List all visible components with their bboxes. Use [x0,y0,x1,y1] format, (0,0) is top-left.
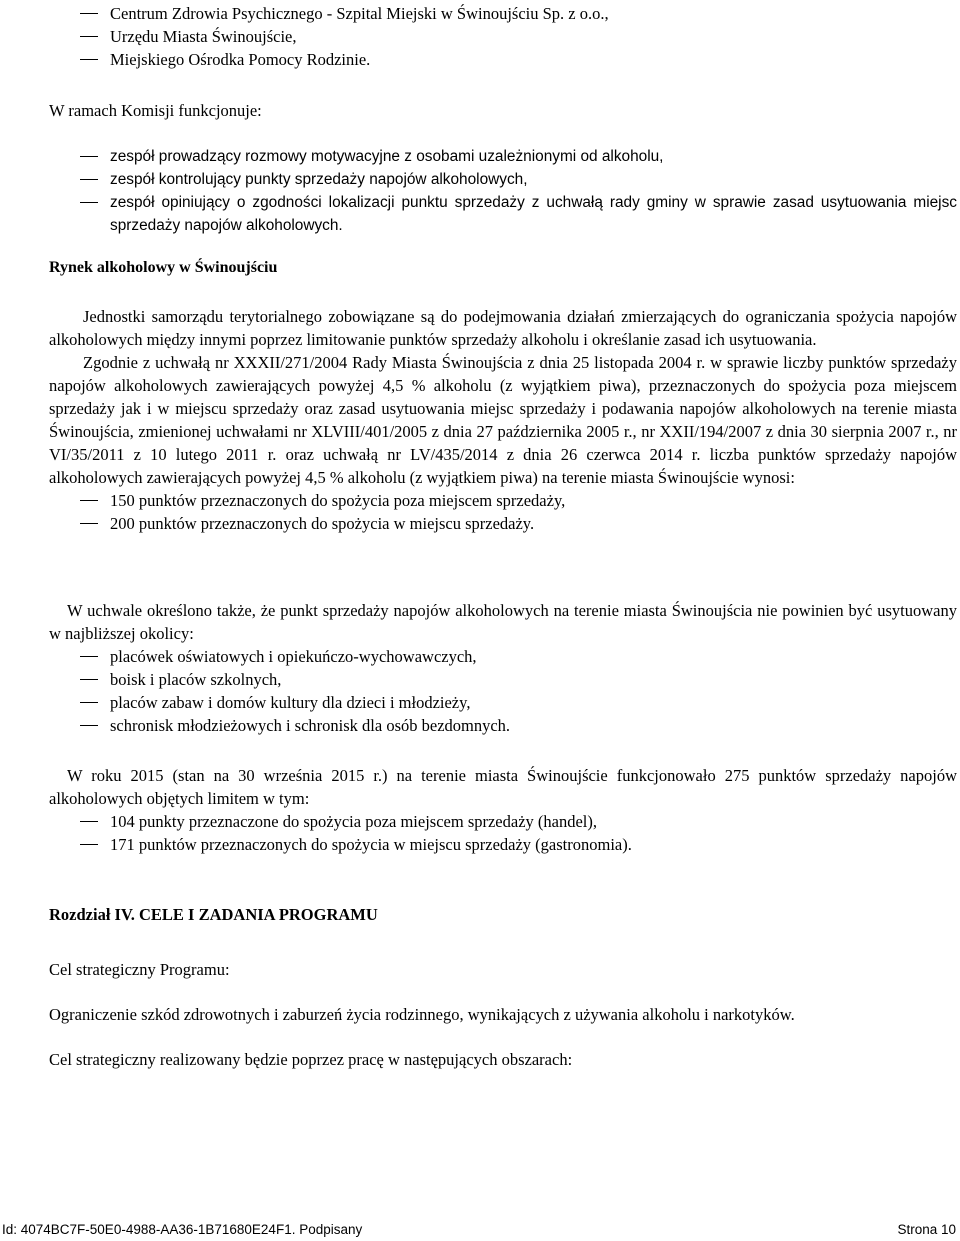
status-list [49,810,957,856]
list-item: 150 punktów przeznaczonych do spożycia poza miejscem sprzedaży, [49,489,957,512]
commission-team-list [49,145,957,237]
list-item: 171 punktów przeznaczonych do spożycia w miejscu sprzedaży (gastronomia). [49,833,957,856]
location-list [49,645,957,737]
strategic-goal: Ograniczenie szkód zdrowotnych i zaburzeń życia rodzinnego, wynikających z używania alkoholu i narkotyków. [49,1005,795,1024]
commission-intro: W ramach Komisji funkcjonuje: [49,101,262,120]
paragraph: W uchwale określono także, że punkt sprzedaży napojów alkoholowych na terenie miasta Świnoujścia nie powinien być usytuowany w najbliższej okolicy: [49,601,957,643]
section-heading: Rynek alkoholowy w Świnoujściu [49,259,278,276]
status-section [49,764,957,856]
page-footer [0,1222,960,1241]
location-section [49,599,957,737]
paragraph: Zgodnie z uchwałą nr XXXII/271/2004 Rady Miasta Świnoujścia z dnia 25 listopada 2004 r. w sprawie liczby punktów sprzedaży napojów alkoholowych zawierających powyżej 4,5 % alkoholu (z wyjątkiem piwa), przeznaczonych do spożycia poza miejscem sprzedaży jak i w miejscu sprzedaży oraz zasad usytuowania miejsc sprzedaży i podawania napojów alkoholowych na terenie miasta Świnoujścia, zmienionej uchwałami nr XLVIII/401/2005 z dnia 27 października 2005 r., nr XXII/194/2007 z dnia 30 sierpnia 2007 r., nr VI/35/2011 z 10 lutego 2011 r. oraz uchwałą nr LV/435/2014 z dnia 26 czerwca 2014 r. liczba punktów sprzedaży napojów alkoholowych zawierających powyżej 4,5 % alkoholu (z wyjątkiem piwa) na terenie miasta Świnoujście wynosi: [49,353,957,487]
list-item: 104 punkty przeznaczone do spożycia poza miejscem sprzedaży (handel), [49,810,957,833]
institution-list [49,2,609,71]
page-number: Strona 10 [897,1222,956,1237]
limits-list [49,489,957,535]
document-id: Id: 4074BC7F-50E0-4988-AA36-1B71680E24F1. Podpisany [2,1222,363,1237]
list-item: schronisk młodzieżowych i schronisk dla osób bezdomnych. [49,714,957,737]
market-section [49,305,957,535]
list-item: Centrum Zdrowia Psychicznego - Szpital Miejski w Świnoujściu Sp. z o.o., [49,2,609,25]
list-item: placów zabaw i domów kultury dla dzieci i młodzieży, [49,691,957,714]
list-item: zespół prowadzący rozmowy motywacyjne z osobami uzależnionymi od alkoholu, [49,145,957,168]
list-item: boisk i placów szkolnych, [49,668,957,691]
list-item: zespół kontrolujący punkty sprzedaży napojów alkoholowych, [49,168,957,191]
list-item: 200 punktów przeznaczonych do spożycia w miejscu sprzedaży. [49,512,957,535]
paragraph: Jednostki samorządu terytorialnego zobowiązane są do podejmowania działań zmierzających do ograniczania spożycia napojów alkoholowych między innymi poprzez limitowanie punktów sprzedaży alkoholu i określanie zasad ich usytuowania. [49,307,957,349]
strategic-label: Cel strategiczny Programu: [49,960,230,979]
list-item: Urzędu Miasta Świnoujście, [49,25,609,48]
list-item: placówek oświatowych i opiekuńczo-wychowawczych, [49,645,957,668]
strategic-areas: Cel strategiczny realizowany będzie poprzez pracę w następujących obszarach: [49,1050,573,1069]
paragraph: W roku 2015 (stan na 30 września 2015 r.) na terenie miasta Świnoujście funkcjonowało 275 punktów sprzedaży napojów alkoholowych objętych limitem w tym: [49,766,957,808]
list-item: zespół opiniujący o zgodności lokalizacji punktu sprzedaży z uchwałą rady gminy w sprawie zasad usytuowania miejsc sprzedaży napojów alkoholowych. [49,191,957,237]
chapter-heading: Rozdział IV. CELE I ZADANIA PROGRAMU [49,905,378,924]
list-item: Miejskiego Ośrodka Pomocy Rodzinie. [49,48,609,71]
